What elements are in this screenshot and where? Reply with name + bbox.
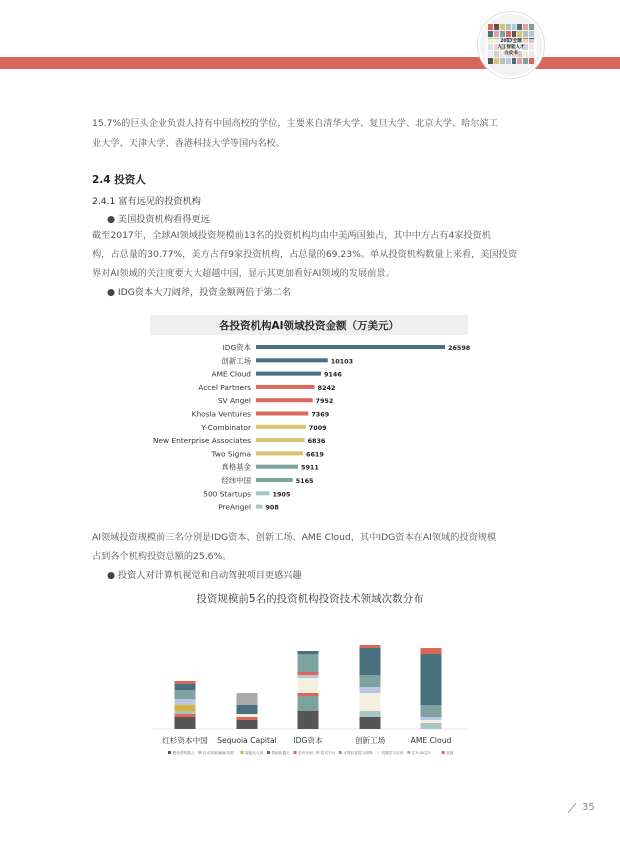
chart-1-category-label: 经纬中国 [221,476,251,485]
chart-2-stack-segment [360,711,381,717]
page-number: 35 [582,802,595,813]
chart-2-legend-label: 服务型机器人 [172,751,195,755]
chart-1-value-label: 7952 [315,397,334,406]
chart-2-legend-label: 机器学习应用 [381,751,404,755]
chart-2-stack-segment [237,693,258,705]
chart-2-legend-swatch [294,751,297,754]
bullet-us-investors: ● 美国投资机构看得更远 [107,214,210,225]
chart-1-category-label: 500 Startups [203,489,251,499]
chart-2-stack-segment [237,714,258,717]
chart-1-title: 各投资机构AI领域投资金额（万美元） [218,320,400,332]
chart-1-category-label: 真格基金 [221,462,251,472]
chart-1-category-label: Khosla Ventures [191,409,251,419]
section-subheading: 2.4.1 富有远见的投资机构 [92,196,201,207]
chart-2-category-label: AME Cloud [410,736,452,745]
chart-2-stack-segment [237,720,258,729]
chart-2-stack-segment [298,693,319,696]
chart-2-stack-segment [421,720,442,723]
chart-2-stack-segment [421,717,442,720]
chart-2-legend-swatch [241,751,244,754]
chart-2-stack-segment [298,711,319,729]
chart-2-legend-label: 自动驾驶/辅助驾驶 [202,751,234,755]
paragraph-1-line-2: 构，占总量的30.77%，美方占有9家投资机构，占总量的69.23%。单从投资机构数量上来看，美国投资 [92,249,518,260]
chart-2-stack-segment [421,654,442,705]
chart-2-stack-segment [360,648,381,675]
chart-2-stack-segment [175,714,196,717]
chart-1-category-label: Two Sigma [211,449,251,459]
intro-paragraph-line-1: 15.7%的巨头企业负责人持有中国高校的学位，主要来自清华大学、复旦大学、北京大学、哈尔滨工 [92,118,498,129]
chart-2-category-label: 创新工场 [354,736,386,745]
chart-2-stack-segment [175,717,196,729]
chart-1-category-label: New Enterprise Associates [152,436,251,446]
chart-1-category-label: Y-Combinator [201,422,251,432]
chart-2-stack-segment [298,651,319,654]
chart-2-legend-label: 其他 [446,751,454,755]
chart-1-category-label: SV Angel [217,396,251,406]
chart-2-stack-segment [298,654,319,672]
chart-2-legend-label: 智能机器人 [271,751,290,755]
chart-2-stack-segment [175,699,196,705]
chart-1-value-label: 7369 [311,410,330,419]
chart-2-title: 投资规模前5名的投资机构投资技术领域次数分布 [196,593,424,605]
chart-1-value-label: 8242 [317,383,336,392]
logo-text: 2017全球 人工智能人才 白皮书 [485,39,537,57]
chart-2-stack-segment [175,690,196,699]
chart-2-legend-label: 智能无人机 [245,751,264,755]
chart-2-stack-segment [421,705,442,717]
chart-2-stack-segment [360,687,381,693]
chart-1-category-label: IDG资本 [222,343,251,352]
chart-1-value-label: 10103 [330,357,354,366]
bullet-cv-autonomous: ● 投资人对计算机视觉和自动驾驶项目更感兴趣 [107,570,302,581]
chart-1-value-label: 6836 [307,437,326,446]
intro-paragraph-line-2: 业大学、天津大学、香港科技大学等国内名校。 [92,138,285,149]
chart-2-stack-segment [298,672,319,675]
chart-2-legend-swatch [442,751,445,754]
chart-2-legend-swatch [339,751,342,754]
chart-2-stack-segment [421,648,442,654]
chart-2-stack-segment [237,705,258,714]
chart-2-legend-swatch [168,751,171,754]
chart-2-legend-label: 语音识别 [298,751,313,755]
chart-2-stack-segment [360,717,381,729]
chart-1-category-label: PreAngel [218,502,251,512]
chart-1-category-label: 创新工场 [221,356,251,366]
chart-2-stack-segment [298,696,319,711]
chart-1-category-label: Accel Partners [198,382,251,392]
chart-2-legend-label: 芯片/AI芯片 [411,751,432,755]
chart-2-legend-label: 技术平台 [320,751,336,755]
chart-2-stack-segment [360,645,381,648]
chart-1-category-label: AME Cloud [211,369,251,379]
chart-2-stack-segment [237,717,258,720]
chart-2-stack-segment [421,723,442,729]
paragraph-1-line-3: 界对AI领域的关注度要大大超越中国，显示其更加看好AI领域的发展前景。 [92,268,395,279]
chart-2-stack-segment [175,705,196,711]
paragraph-2-line-1: AI领域投资规模前三名分别是IDG资本、创新工场、AME Cloud，其中IDG资本在AI领域的投资规模 [92,532,497,543]
paragraph-1-line-1: 截至2017年，全球AI领域投资规模前13名的投资机构均由中美两国独占，其中中方占有4家投资机 [92,230,492,241]
chart-1-value-label: 5165 [295,477,314,485]
chart-1-value-label: 1905 [272,490,291,499]
chart-2-stack-segment [175,711,196,714]
chart-2-stack-segment [175,684,196,690]
chart-1-value-label: 7009 [308,423,327,432]
chart-2-legend-swatch [198,751,201,754]
chart-2-stack-segment [298,678,319,693]
chart-2-category-label: IDG资本 [293,736,323,745]
chart-2-legend-swatch [267,751,270,754]
chart-2-stack-segment [298,675,319,678]
chart-2-category-label: Sequoia Capital [217,736,277,745]
chart-2-legend-swatch [316,751,319,754]
chart-1-value-label: 5911 [301,463,319,472]
bullet-idg: ● IDG资本大刀阔斧，投资金额两倍于第二名 [107,287,292,298]
chart-1-value-label: 9146 [323,370,342,379]
chart-2-stack-segment [360,693,381,711]
chart-2-stack-segment [360,675,381,687]
chart-1-value-label: 26598 [448,344,471,352]
chart-2-legend-label: 计算机视觉与图像 [343,751,373,755]
chart-1-value-label: 908 [265,503,279,512]
chart-2-legend-swatch [407,751,410,754]
page-number-slash-icon [566,801,578,815]
chart-2-category-label: 红杉资本中国 [162,736,208,745]
paragraph-2-line-2: 占到各个机构投资总额的25.6%。 [92,551,232,562]
chart-2-stack-segment [175,681,196,684]
chart-1-value-label: 6619 [306,450,324,459]
chart-2-legend-swatch [377,751,380,754]
section-heading: 2.4 投资人 [92,174,146,186]
